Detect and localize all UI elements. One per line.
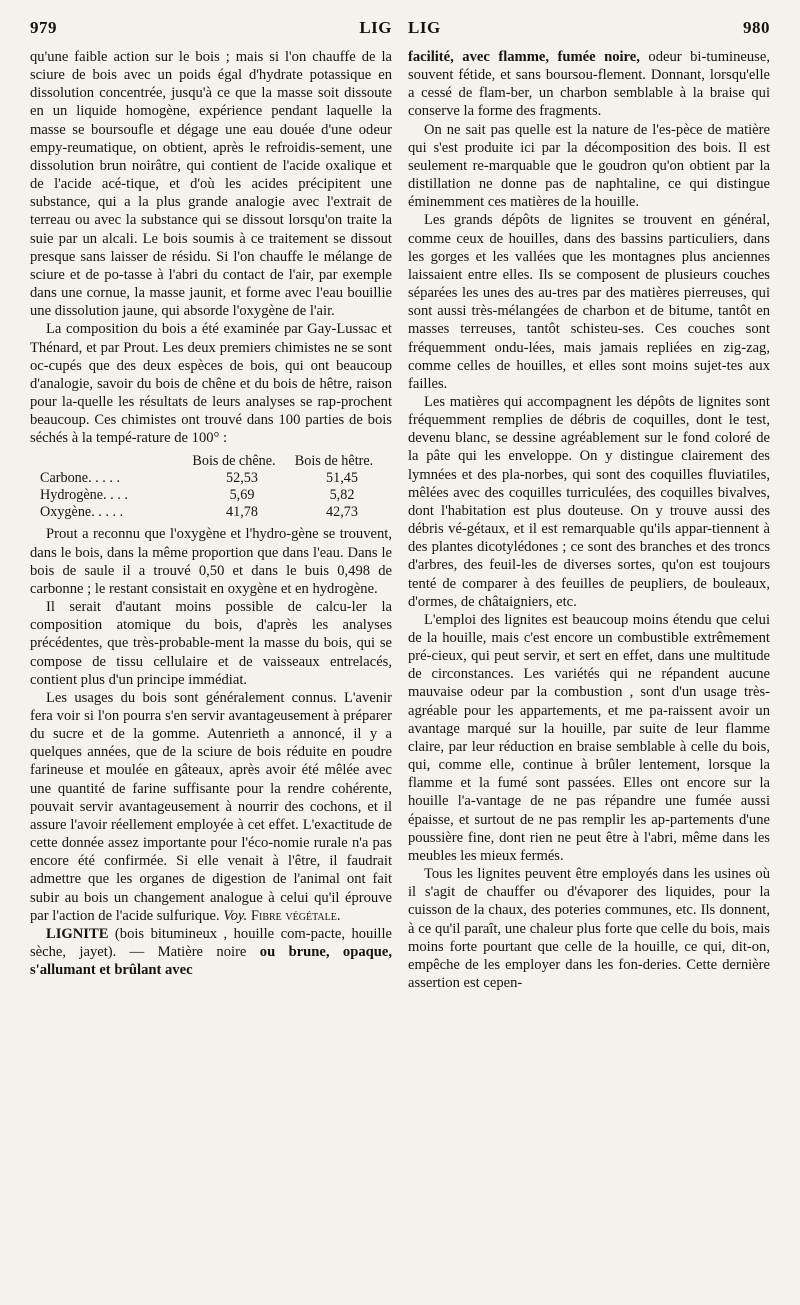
right-running-word: LIG: [408, 18, 441, 37]
entry-text-bold: ou brune, opaque, s'allumant et brûlant avec: [30, 944, 392, 979]
paragraph: La composition du bois a été examinée par Gay-Lussac et Thénard, et par Prout. Les deux premiers chimistes ne se sont oc-cupés que des deux espèces de bois, qui ont beaucoup d'analogie, savoir du bois de chêne et du bois de hêtre, raison pour la-quelle les résultats de leurs analyses se rap-prochent beaucoup. Ces chimistes ont trouvé dans 100 parties de bois séchés à la tempé-rature de 100° :: [30, 321, 392, 447]
paragraph: qu'une faible action sur le bois ; mais si l'on chauffe de la sciure de bois avec un poids égal d'hydrate potassique en dissolution concentrée, jusqu'à ce que la masse soit dissoute en un liquide homogène, expérience pendant laquelle la masse se boursoufle et dégage une eau douée d'une odeur empy-reumatique, on obtient, après le refroidis-sement, une dissolution brun noirâtre, qui contient de l'acide oxalique et de l'acide acé-tique, et d'où les acides précipitent une substance, qui a la plus grande analogie avec l'extrait de terreau ou avec la substance qui se dissout lorsqu'on traite la suie par un alcali. Le bois soumis à ce traitement se dissout presque sans laisser de résidu. Si l'on chauffe le mélange de sciure et de po-tasse à l'abri du contact de l'air, par exemple dans une cornue, la masse jaunit, et forme avec l'eau bouillie une dissolution jaune, qui absorde l'oxygène de l'air.: [30, 49, 392, 320]
oak-value: 41,78: [226, 504, 258, 521]
table-row: [30, 504, 392, 521]
beech-value: 42,73: [326, 504, 358, 521]
composition-table: [30, 453, 392, 521]
oak-value: 52,53: [226, 470, 258, 487]
entry-text-bold: facilité, avec flamme, fumée noire,: [408, 49, 640, 65]
row-label: Carbone. . . . .: [40, 470, 120, 487]
running-head-right: [408, 18, 770, 38]
composition-table-header: [30, 453, 392, 470]
beech-value: 5,82: [329, 487, 355, 504]
paragraph: [408, 48, 770, 121]
paragraph: [30, 689, 392, 925]
cross-reference-link[interactable]: Fibre végétale.: [250, 907, 341, 924]
running-head: [30, 18, 770, 44]
row-label: Oxygène. . . . .: [40, 504, 124, 521]
paragraph: Prout a reconnu que l'oxygène et l'hydro-gène se trouvent, dans le bois, dans la même proportion que dans l'eau. Dans le bois de saule il a trouvé 0,50 et dans le buis 0,498 de carbonne ; le restant consistait en oxygène et en hydrogène.: [30, 526, 392, 597]
column-header-beech: Bois de hêtre.: [294, 453, 374, 470]
table-row: [30, 487, 392, 504]
text-columns: [30, 48, 770, 992]
paragraph: Tous les lignites peuvent être employés dans les usines où il s'agit de chauffer ou d'évaporer des liquides, pour la cuisson de la chaux, des poteries communes, etc. Ils donnent, à ce qu'il paraît, une chaleur plus forte que celle du bois, mais moins forte pourtant que celle de la houille, ce qui, dit-on, empêche de les employer dans les fon-deries. Cette dernière assertion est cepen-: [408, 866, 770, 991]
running-head-left: [30, 18, 392, 38]
oak-value: 5,69: [229, 487, 255, 504]
left-running-word: LIG: [359, 18, 392, 37]
cross-reference-prefix: Voy.: [223, 907, 248, 924]
left-column: [30, 48, 392, 992]
table-row: [30, 470, 392, 487]
entry-headword: LIGNITE: [46, 925, 109, 942]
right-column: [408, 48, 770, 992]
paragraph-text: odeur bi-tumineuse, souvent fétide, et sans boursou-flement. Donnant, lorsqu'elle a cessé de flam-ber, un charbon semblable à la braise qui conserve la forme des fragments.: [408, 49, 770, 120]
entry-text: (bois bitumineux , houille com-pacte, houille sèche, jayet). — Matière noire: [30, 925, 392, 961]
beech-value: 51,45: [326, 470, 358, 487]
entry-lignite: [30, 925, 392, 979]
paragraph: Il serait d'autant moins possible de calcu-ler la composition atomique du bois, d'après les analyses précédentes, que très-probable-ment la masse du bois, qui se compose de tissu cellulaire et de vaisseaux entrelacés, contient plus d'un principe immédiat.: [30, 599, 392, 688]
paragraph: Les matières qui accompagnent les dépôts de lignites sont fréquemment remplies de débris de coquilles, dont le test, devenu blanc, se dessine agréablement sur le fond coloré de la pâte qui les enveloppe. On y distingue clairement des lymnées et des pla-norbes, qui sont des coquilles fluviatiles, mêlées avec des coquilles turriculées, des coquilles bivalves, dont l'habitation est plus douteuse. On y trouve aussi des débris vé-gétaux, et il est remarquable qu'ils appar-tiennent à des plantes dicotylédones ; ce sont des branches et des troncs d'arbres, des feuil-les de diverses sortes, qu'on est toujours tenté de comparer à des feuilles de peupliers, de bouleaux, d'ormes, de châtaigniers, etc.: [408, 393, 770, 610]
paragraph-text: Les usages du bois sont généralement connus. L'avenir fera voir si l'on pourra s'en servir avantageusement à préparer du sucre et de la gomme. Autenrieth a annoncé, il y a quelques années, que de la sciure de bois réduite en poudre farineuse et moulée en gâteaux, après avoir été mêlée avec une quantité de farine suffisante pour la rendre cohérente, pouvait servir avantageusement à nourrir des cochons, et il assure l'avoir réellement employée à cet effet. L'exactitude de cette donnée assez importante pour l'éco-nomie rurale n'a pas encore été confirmée. Si elle venait à l'être, il faudrait admettre que les organes de digestion de l'animal ont fait subir au bois un changement analogue à celui qu'il éprouve par l'action de l'acide sulfurique.: [30, 689, 392, 924]
paragraph: Les grands dépôts de lignites se trouvent en général, comme ceux de houilles, dans des bassins particuliers, dans les gorges et les vallées que les montagnes plus anciennes laissaient entre elles. Ils se composent de plusieurs couches séparées les unes des au-tres par des matières pierreuses, qui sont aussi très-mélangées de charbon et de bitume, tantôt en masses terreuses, tantôt schisteu-ses. Ces couches sont fréquemment ondu-lées, mais jamais repliées en zig-zag, comme celles de houilles, et elles sont moins sujet-tes aux failles.: [408, 212, 770, 392]
left-page-number: 979: [30, 18, 57, 37]
paragraph: On ne sait pas quelle est la nature de l'es-pèce de matière qui s'est produite ici par la décomposition des bois. Il est seulement re-marquable que le goudron qu'on obtient par la distillation ne donne pas de naphtaline, ce qui distingue éminemment ces matières de la houille.: [408, 121, 770, 211]
right-page-number: 980: [743, 18, 770, 37]
row-label: Hydrogène. . . .: [40, 487, 128, 504]
column-header-oak: Bois de chêne.: [192, 453, 276, 470]
paragraph: L'emploi des lignites est beaucoup moins étendu que celui de la houille, mais c'est encore un combustible extrêmement pré-cieux, qui peut servir, et sert en effet, dans une multitude de circonstances. Les variétés qui ne répandent aucune mauvaise odeur par la combustion , sont d'un usage très-agréable pour les appartements, et me pa-raissent avoir un avantage marqué sur la houille, par suite de leur flamme claire, par leur réduction en braise semblable à celle du bois, qui, comme elle, continue à brûler lentement, lorsque la flamme et la fumé sont passées. Elles ont encore sur la houille l'a-vantage de ne pas répandre une fumée aussi épaisse, et surtout de ne pas remplir les ap-partements d'une poussière fine, dont rien ne peut être à l'abri, même dans les meubles les mieux fermés.: [408, 611, 770, 864]
